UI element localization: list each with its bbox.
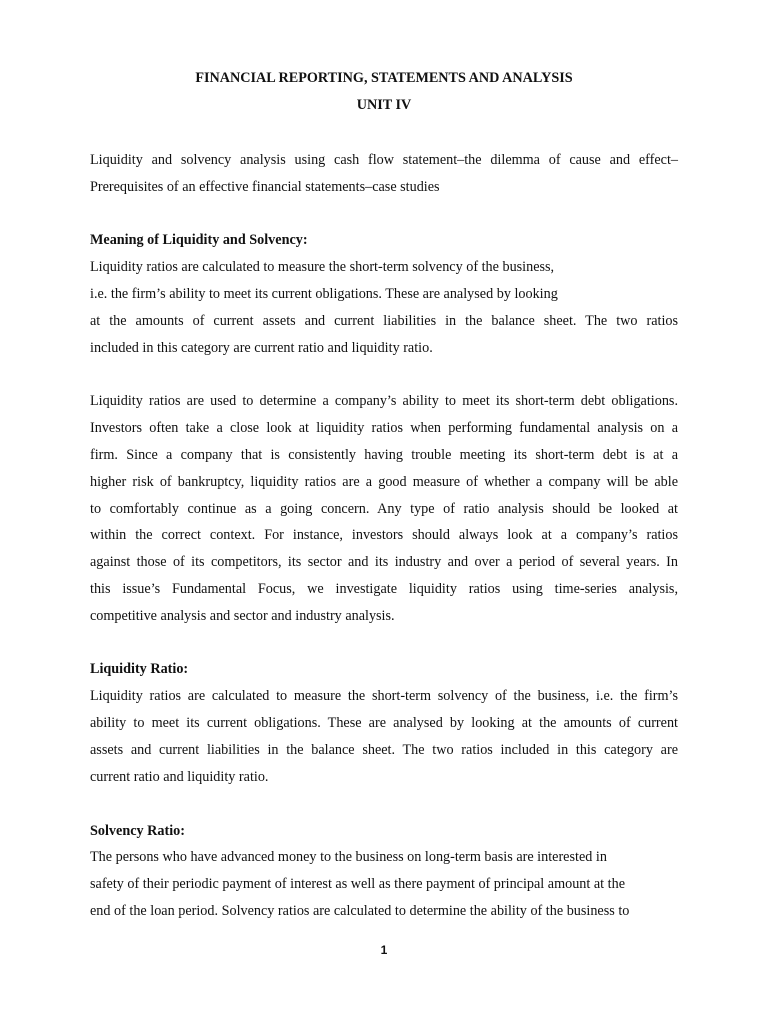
intro-line: Liquidity and solvency analysis using cash flow statement–the dilemma of cause and effect– xyxy=(90,152,678,168)
paragraph-line: at the amounts of current assets and current liabilities in the balance sheet. The two ratios xyxy=(90,313,678,329)
section-heading-meaning: Meaning of Liquidity and Solvency: xyxy=(90,232,308,248)
paragraph-line: end of the loan period. Solvency ratios are calculated to determine the ability of the business to xyxy=(90,903,630,919)
unit-title: UNIT IV xyxy=(356,97,412,113)
paragraph-line: Investors often take a close look at liquidity ratios when performing fundamental analysis on a xyxy=(90,420,678,436)
section-heading-liquidity-ratio: Liquidity Ratio: xyxy=(90,661,189,677)
paragraph-line: competitive analysis and sector and industry analysis. xyxy=(90,608,395,624)
paragraph-line: Liquidity ratios are calculated to measure the short-term solvency of the business, i.e. the firm’s xyxy=(90,688,678,704)
intro-line: Prerequisites of an effective financial statements–case studies xyxy=(90,179,440,195)
paragraph-line: included in this category are current ratio and liquidity ratio. xyxy=(90,340,433,356)
paragraph-line: firm. Since a company that is consistently having trouble meeting its short-term debt is at a xyxy=(90,447,678,463)
paragraph-line: Liquidity ratios are calculated to measure the short-term solvency of the business, xyxy=(90,259,555,275)
document-title: FINANCIAL REPORTING, STATEMENTS AND ANALYSIS xyxy=(195,70,573,86)
paragraph-line: to comfortably continue as a going concern. Any type of ratio analysis should be looked at xyxy=(90,501,678,517)
paragraph-line: ability to meet its current obligations. These are analysed by looking at the amounts of current xyxy=(90,715,678,731)
paragraph-line: current ratio and liquidity ratio. xyxy=(90,769,269,785)
paragraph-line: within the correct context. For instance, investors should always look at a company’s ratios xyxy=(90,527,678,543)
section-heading-solvency-ratio: Solvency Ratio: xyxy=(90,823,185,839)
paragraph-line: Liquidity ratios are used to determine a company’s ability to meet its short-term debt obligations. xyxy=(90,393,678,409)
paragraph-line: assets and current liabilities in the balance sheet. The two ratios included in this category are xyxy=(90,742,678,758)
paragraph-line: this issue’s Fundamental Focus, we investigate liquidity ratios using time-series analysis, xyxy=(90,581,678,597)
paragraph-line: i.e. the firm’s ability to meet its current obligations. These are analysed by looking xyxy=(90,286,558,302)
paragraph-line: higher risk of bankruptcy, liquidity ratios are a good measure of whether a company will be able xyxy=(90,474,678,490)
page-number: 1 xyxy=(380,943,388,957)
paragraph-line: against those of its competitors, its sector and its industry and over a period of several years. In xyxy=(90,554,678,570)
paragraph-line: safety of their periodic payment of interest as well as there payment of principal amount at the xyxy=(90,876,625,892)
paragraph-line: The persons who have advanced money to the business on long-term basis are interested in xyxy=(90,849,607,865)
